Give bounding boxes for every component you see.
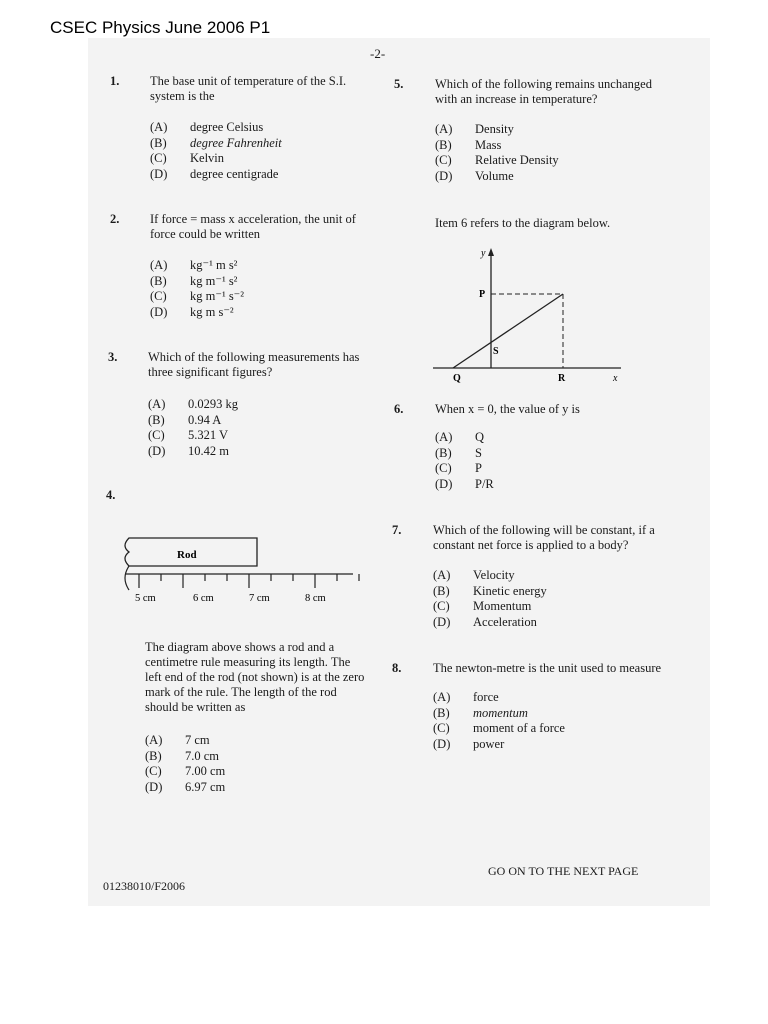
- option-label: (D): [435, 476, 453, 491]
- q1-stem: The base unit of temperature of the S.I. system is the: [150, 74, 347, 103]
- q3-option-a[interactable]: [148, 397, 238, 413]
- option-label: (C): [148, 428, 165, 442]
- y-axis-arrow: [488, 248, 494, 256]
- graph-diagram: [425, 244, 630, 384]
- q8-option-c[interactable]: [433, 721, 565, 737]
- q6-option-a[interactable]: [435, 430, 494, 446]
- q1-number: 1.: [110, 74, 120, 88]
- option-text: kg⁻¹ m s²: [190, 258, 238, 272]
- q2-number: 2.: [110, 212, 120, 226]
- option-text: 7.0 cm: [185, 748, 220, 763]
- option-label: (C): [433, 599, 450, 613]
- option-text: Q: [475, 430, 485, 444]
- q4-stem: The diagram above shows a rod and a centimetre rule measuring its length. The left end of the rod (not shown) is at the zero mark of the rule. The length of the rod should be written as: [145, 640, 365, 714]
- q6-option-d[interactable]: [435, 477, 494, 493]
- option-text: Velocity: [473, 568, 515, 582]
- option-label: (A): [150, 120, 168, 134]
- option-text: kg m⁻¹ s⁻²: [190, 289, 245, 303]
- option-label: (B): [150, 273, 167, 288]
- q8-option-d[interactable]: [433, 737, 565, 753]
- option-label: (B): [433, 705, 450, 720]
- x-label: x: [613, 373, 618, 384]
- q7-option-b[interactable]: [433, 584, 547, 600]
- scale-label-5: 5 cm: [135, 593, 156, 604]
- p-label: P: [479, 289, 486, 300]
- q4-option-d[interactable]: [145, 780, 225, 796]
- option-label: (D): [433, 614, 451, 629]
- q7-stem: Which of the following will be constant, if a constant net force is applied to a body?: [433, 523, 655, 552]
- option-text: Density: [475, 122, 514, 136]
- ruler-break-edge: [125, 566, 129, 590]
- option-label: (C): [435, 153, 452, 167]
- option-text: 7 cm: [185, 733, 210, 747]
- q6-number: 6.: [394, 402, 404, 416]
- option-label: (D): [435, 168, 453, 183]
- q8-options: [433, 690, 565, 752]
- q2-option-a[interactable]: [150, 258, 244, 274]
- option-text: kg m⁻¹ s²: [190, 273, 238, 288]
- q3-stem: Which of the following measurements has three significant figures?: [148, 350, 360, 379]
- option-text: P/R: [475, 476, 494, 491]
- option-text: moment of a force: [473, 721, 565, 735]
- option-text: 7.00 cm: [185, 764, 226, 778]
- scale-label-8: 8 cm: [305, 593, 326, 604]
- ruler-ticks: [139, 574, 359, 588]
- option-label: (C): [150, 289, 167, 303]
- straight-line: [453, 294, 563, 368]
- option-label: (C): [435, 461, 452, 475]
- option-label: (B): [435, 445, 452, 460]
- q8-stem: The newton-metre is the unit used to measure: [433, 661, 662, 675]
- y-label: y: [481, 248, 486, 259]
- q2-option-b[interactable]: [150, 274, 244, 290]
- q5-stem: Which of the following remains unchanged with an increase in temperature?: [435, 77, 652, 106]
- option-text: momentum: [473, 705, 528, 720]
- option-text: degree Fahrenheit: [190, 135, 282, 150]
- q4-options: [145, 733, 225, 795]
- option-label: (B): [435, 137, 452, 152]
- q1-options: [150, 120, 282, 182]
- option-text: 5.321 V: [188, 428, 229, 442]
- q2-stem: If force = mass x acceleration, the unit of force could be written: [150, 212, 356, 241]
- option-label: (D): [433, 736, 451, 751]
- option-label: (C): [145, 764, 162, 778]
- option-label: (A): [433, 690, 451, 704]
- option-text: S: [475, 445, 482, 460]
- q1-option-a[interactable]: [150, 120, 282, 136]
- q4-number: 4.: [106, 488, 116, 502]
- q1-option-b[interactable]: [150, 136, 282, 152]
- option-label: (C): [433, 721, 450, 735]
- option-text: 10.42 m: [188, 443, 229, 458]
- q6-option-c[interactable]: [435, 461, 494, 477]
- option-text: Kelvin: [190, 151, 225, 165]
- option-text: Kinetic energy: [473, 583, 547, 598]
- s-label: S: [493, 346, 499, 357]
- option-text: Momentum: [473, 599, 532, 613]
- q5-option-a[interactable]: [435, 122, 559, 138]
- option-text: 0.94 A: [188, 412, 222, 427]
- q1-option-c[interactable]: [150, 151, 282, 167]
- rod-label: Rod: [177, 549, 197, 561]
- q3-option-d[interactable]: [148, 444, 238, 460]
- paper-code: 01238010/F2006: [103, 879, 186, 893]
- option-text: Acceleration: [473, 614, 537, 629]
- q3-number: 3.: [108, 350, 118, 364]
- r-label: R: [558, 373, 566, 384]
- document-title: CSEC Physics June 2006 P1: [50, 18, 271, 37]
- option-label: (B): [145, 748, 162, 763]
- rod-ruler-diagram: [115, 528, 365, 612]
- q6-stem: When x = 0, the value of y is: [435, 402, 580, 416]
- q8-option-a[interactable]: [433, 690, 565, 706]
- option-label: (A): [148, 397, 166, 411]
- q-label: Q: [453, 373, 461, 384]
- q7-option-c[interactable]: [433, 599, 547, 615]
- q3-options: [148, 397, 238, 459]
- q6-option-b[interactable]: [435, 446, 494, 462]
- q3-option-c[interactable]: [148, 428, 238, 444]
- q5-option-b[interactable]: [435, 138, 559, 154]
- q3-option-b[interactable]: [148, 413, 238, 429]
- q4-option-b[interactable]: [145, 749, 225, 765]
- option-label: (D): [145, 779, 163, 794]
- q4-option-a[interactable]: [145, 733, 225, 749]
- option-text: power: [473, 736, 505, 751]
- scale-label-7: 7 cm: [249, 593, 270, 604]
- next-page-notice: GO ON TO THE NEXT PAGE: [488, 864, 639, 878]
- option-text: Relative Density: [475, 153, 559, 167]
- option-label: (A): [145, 733, 163, 747]
- q8-number: 8.: [392, 661, 402, 675]
- option-text: degree Celsius: [190, 120, 264, 134]
- option-text: 6.97 cm: [185, 779, 226, 794]
- q2-options: [150, 258, 244, 320]
- q2-option-d[interactable]: [150, 305, 244, 321]
- q5-number: 5.: [394, 77, 404, 91]
- option-label: (B): [148, 412, 165, 427]
- option-label: (B): [433, 583, 450, 598]
- option-text: Mass: [475, 137, 502, 152]
- item6-reference: Item 6 refers to the diagram below.: [435, 216, 611, 230]
- q6-options: [435, 430, 494, 492]
- page-number: -2-: [370, 46, 386, 61]
- q7-option-d[interactable]: [433, 615, 547, 631]
- option-label: (D): [148, 443, 166, 458]
- option-label: (A): [435, 430, 453, 444]
- option-label: (D): [150, 166, 168, 181]
- option-text: kg m s⁻²: [190, 304, 234, 319]
- option-label: (C): [150, 151, 167, 165]
- q5-option-c[interactable]: [435, 153, 559, 169]
- scale-label-6: 6 cm: [193, 593, 214, 604]
- option-label: (B): [150, 135, 167, 150]
- option-text: force: [473, 690, 499, 704]
- option-text: 0.0293 kg: [188, 397, 238, 411]
- q4-option-c[interactable]: [145, 764, 225, 780]
- option-label: (A): [435, 122, 453, 136]
- option-text: degree centigrade: [190, 166, 279, 181]
- q5-option-d[interactable]: [435, 169, 559, 185]
- option-text: Volume: [475, 168, 514, 183]
- option-label: (A): [150, 258, 168, 272]
- q7-number: 7.: [392, 523, 402, 537]
- q8-option-b[interactable]: [433, 706, 565, 722]
- option-label: (A): [433, 568, 451, 582]
- q7-options: [433, 568, 547, 630]
- option-text: P: [475, 461, 482, 475]
- q7-option-a[interactable]: [433, 568, 547, 584]
- q5-options: [435, 122, 559, 184]
- q1-option-d[interactable]: [150, 167, 282, 183]
- option-label: (D): [150, 304, 168, 319]
- q2-option-c[interactable]: [150, 289, 244, 305]
